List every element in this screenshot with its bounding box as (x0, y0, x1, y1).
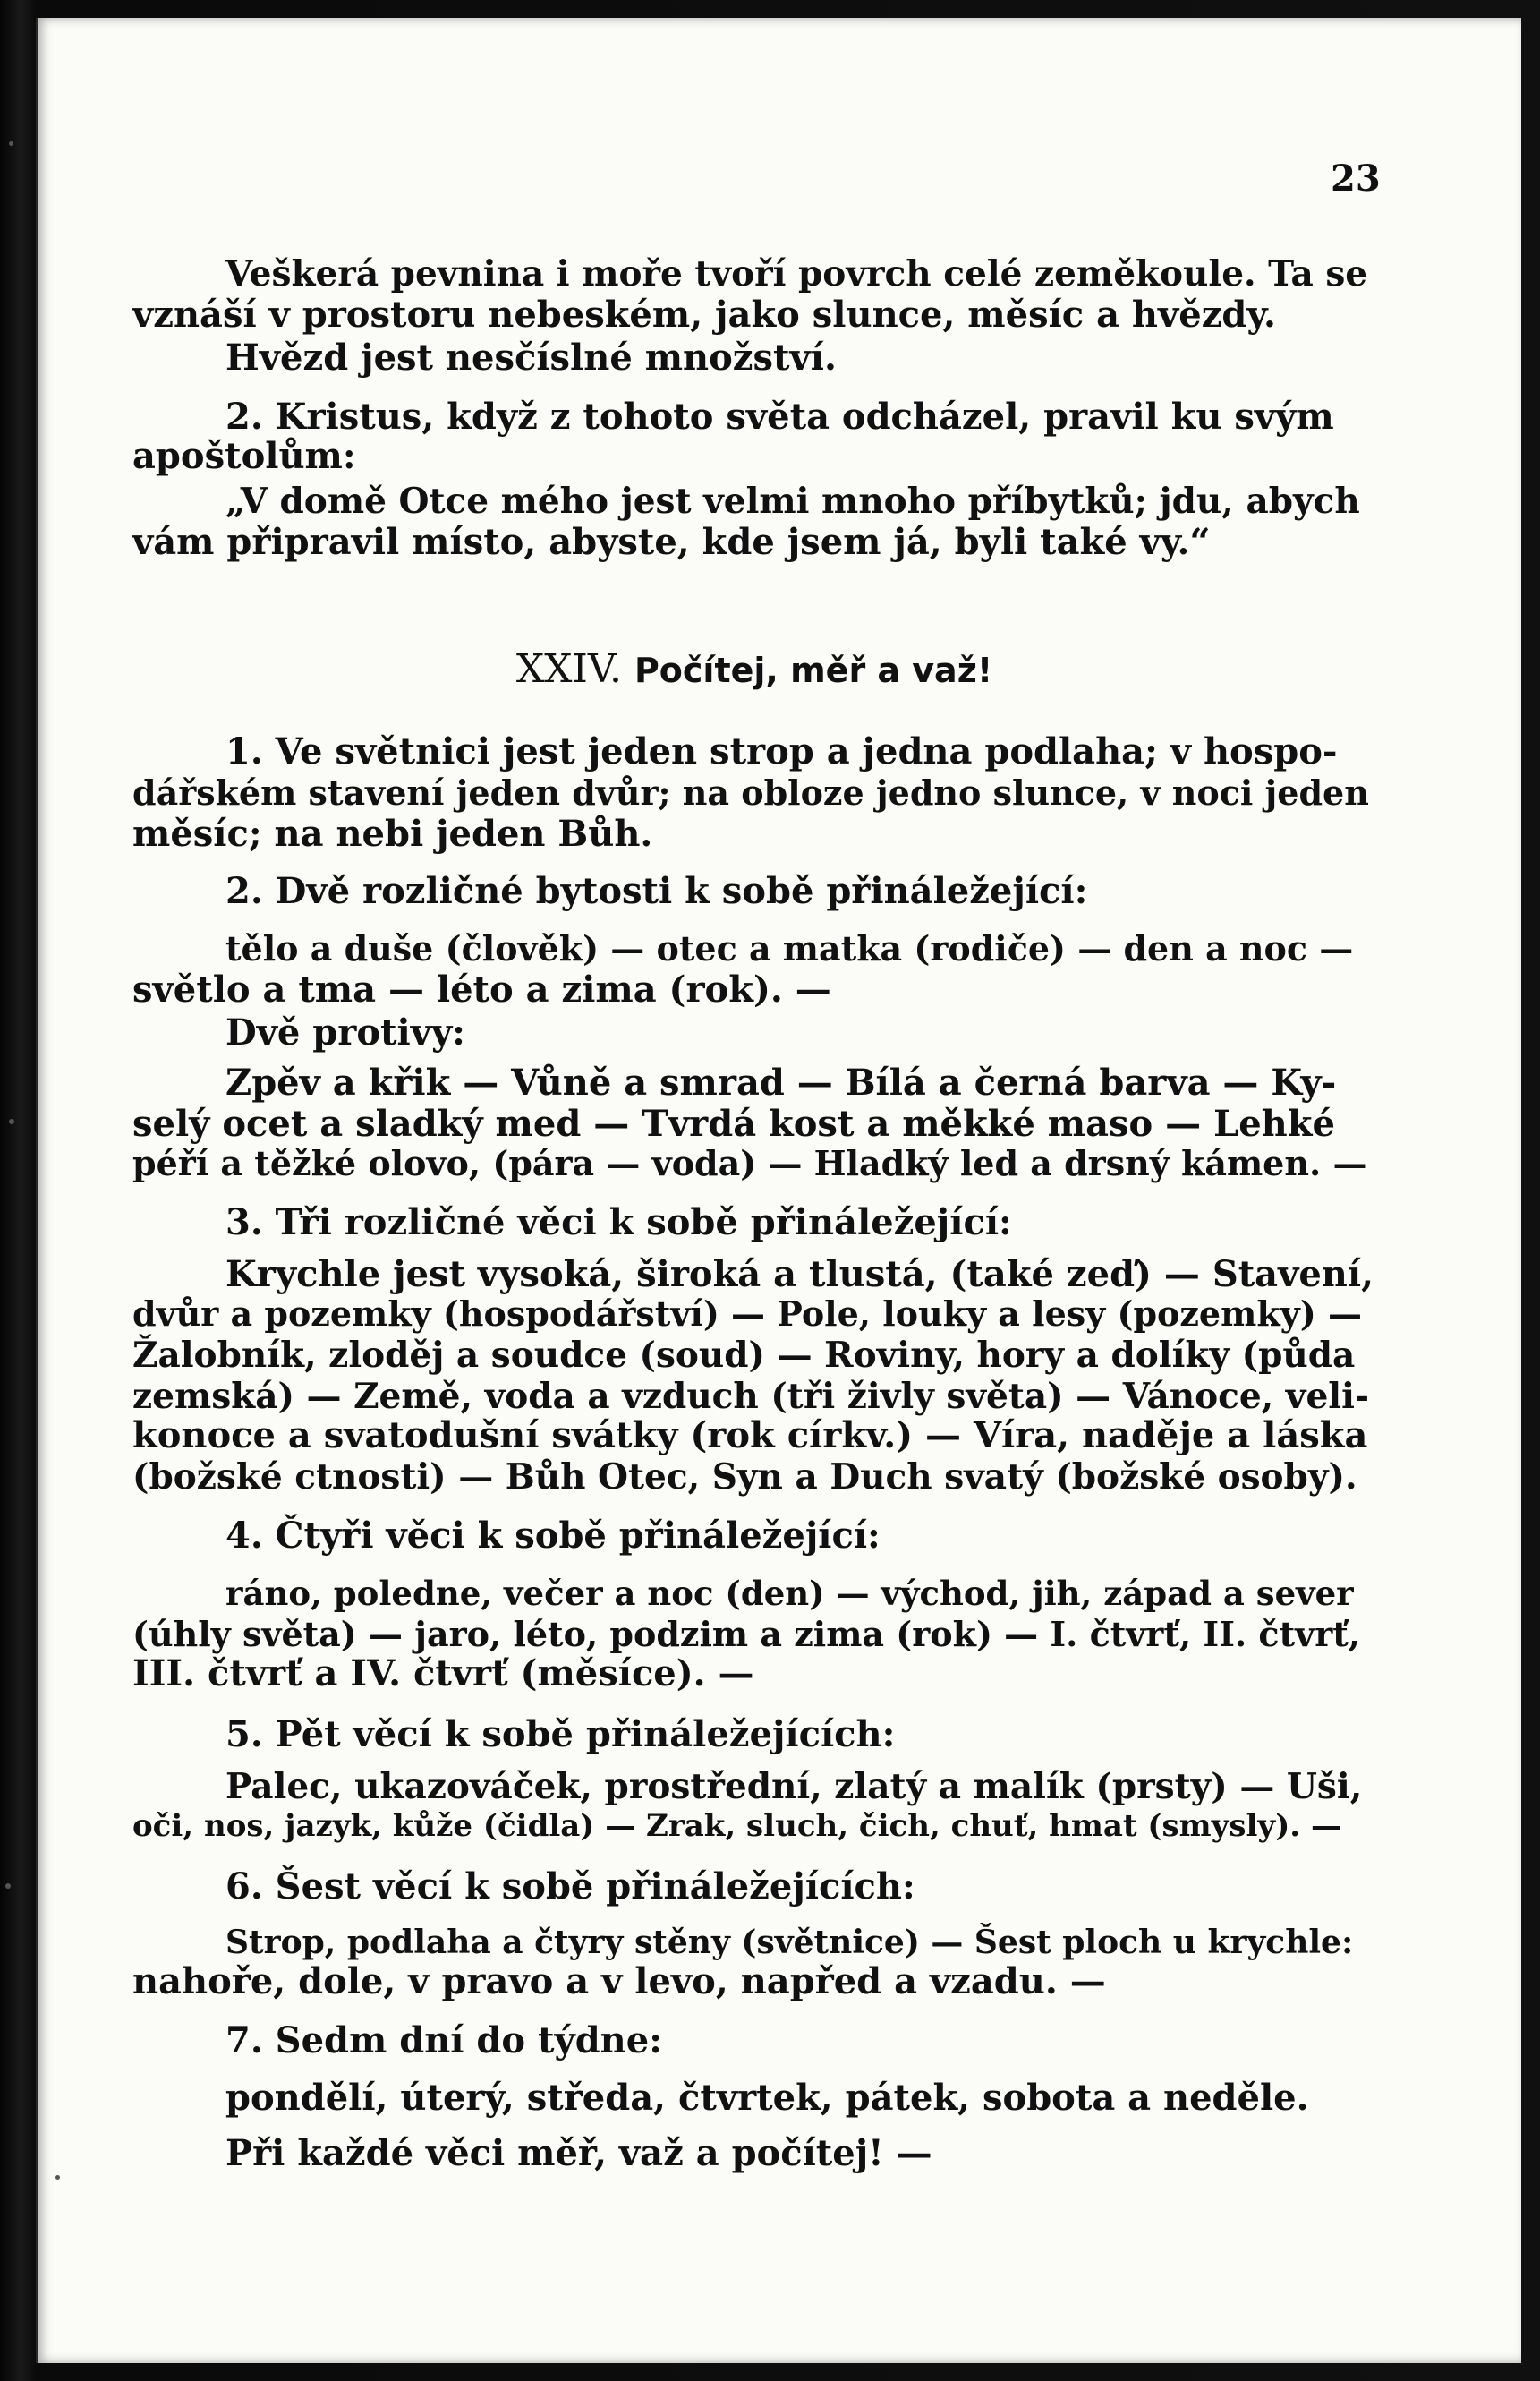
text-line: Veškerá pevnina i moře tvoří povrch celé zeměkoule. Ta se (225, 253, 1368, 294)
text-line: apoštolům: (132, 435, 356, 477)
scan-speck (55, 2175, 60, 2180)
scan-speck (9, 1119, 14, 1124)
text-line: Krychle jest vysoká, široká a tlustá, (také zeď) — Stavení, (225, 1253, 1374, 1295)
text-line: nahoře, dole, v pravo a v levo, napřed a vzadu. — (132, 1960, 1106, 2002)
text-line: Hvězd jest nesčíslné množství. (225, 337, 837, 379)
text-line: 6. Šest věcí k sobě přináležejících: (225, 1865, 915, 1907)
text-line: 3. Tři rozličné věci k sobě přináležející: (225, 1201, 1012, 1243)
section-numeral: XXIV. (515, 646, 622, 692)
text-line: ráno, poledne, večer a noc (den) — východ, jih, západ a sever (225, 1574, 1354, 1613)
text-line: dvůr a pozemky (hospodářství) — Pole, louky a lesy (pozemky) — (132, 1293, 1362, 1334)
text-line: tělo a duše (člověk) — otec a matka (rodiče) — den a noc — (225, 928, 1354, 969)
text-line: 2. Dvě rozličné bytosti k sobě přináležející: (225, 870, 1088, 912)
text-line: 1. Ve světnici jest jeden strop a jedna podlaha; v hospo- (225, 730, 1338, 772)
text-line: Zpěv a křik — Vůně a smrad — Bílá a černá barva — Ky- (225, 1062, 1337, 1104)
text-line: 4. Čtyři věci k sobě přináležející: (225, 1515, 881, 1557)
text-line: 2. Kristus, když z tohoto světa odcházel, pravil ku svým (225, 396, 1334, 438)
text-line: III. čtvrť a IV. čtvrť (měsíce). — (132, 1652, 754, 1694)
text-line: vznáší v prostoru nebeském, jako slunce, měsíc a hvězdy. (132, 294, 1276, 336)
text-line: vám připravil místo, abyste, kde jsem já, byli také vy.“ (132, 521, 1211, 563)
text-line: světlo a tma — léto a zima (rok). — (132, 969, 831, 1011)
text-line: pondělí, úterý, středa, čtvrtek, pátek, sobota a neděle. (225, 2077, 1309, 2119)
section-heading (132, 648, 1376, 692)
text-line: Strop, podlaha a čtyry stěny (světnice) — Šest ploch u krychle: (225, 1924, 1354, 1961)
text-line: péří a těžké olovo, (pára — voda) — Hladký led a drsný kámen. — (132, 1143, 1367, 1183)
text-line: selý ocet a sladký med — Tvrdá kost a měkké maso — Lehké (132, 1103, 1335, 1145)
text-line: (božské ctnosti) — Bůh Otec, Syn a Duch svatý (božské osoby). (132, 1456, 1357, 1498)
text-line: Palec, ukazováček, prostřední, zlatý a malík (prsty) — Uši, (225, 1766, 1363, 1807)
scan-speck (9, 141, 13, 146)
section-title: Počítej, měř a važ! (634, 651, 993, 690)
text-line: Dvě protivy: (225, 1011, 465, 1054)
text-line: oči, nos, jazyk, kůže (čidla) — Zrak, sluch, čich, chuť, hmat (smysly). — (132, 1808, 1341, 1844)
text-line: zemská) — Země, voda a vzduch (tři živly světa) — Vánoce, veli- (132, 1376, 1370, 1417)
scan-speck (5, 1883, 11, 1889)
text-line: 5. Pět věcí k sobě přináležejících: (225, 1713, 896, 1755)
text-line: Žalobník, zloděj a soudce (soud) — Roviny, hory a dolíky (půda (132, 1335, 1356, 1376)
text-line: (úhly světa) — jaro, léto, podzim a zima (rok) — I. čtvrť, II. čtvrť, (132, 1614, 1361, 1654)
text-line: 7. Sedm dní do týdne: (225, 2019, 662, 2061)
text-line: Při každé věci měř, važ a počítej! — (225, 2132, 932, 2174)
text-line: konoce a svatodušní svátky (rok církv.) — Víra, naděje a láska (132, 1414, 1368, 1456)
text-line: „V domě Otce mého jest velmi mnoho příbytků; jdu, abych (225, 481, 1360, 522)
text-line: dářském stavení jeden dvůr; na obloze jedno slunce, v noci jeden (132, 772, 1369, 813)
page-number: 23 (1331, 158, 1381, 200)
text-line: měsíc; na nebi jeden Bůh. (132, 813, 653, 855)
page-gutter-edge (36, 18, 38, 2363)
